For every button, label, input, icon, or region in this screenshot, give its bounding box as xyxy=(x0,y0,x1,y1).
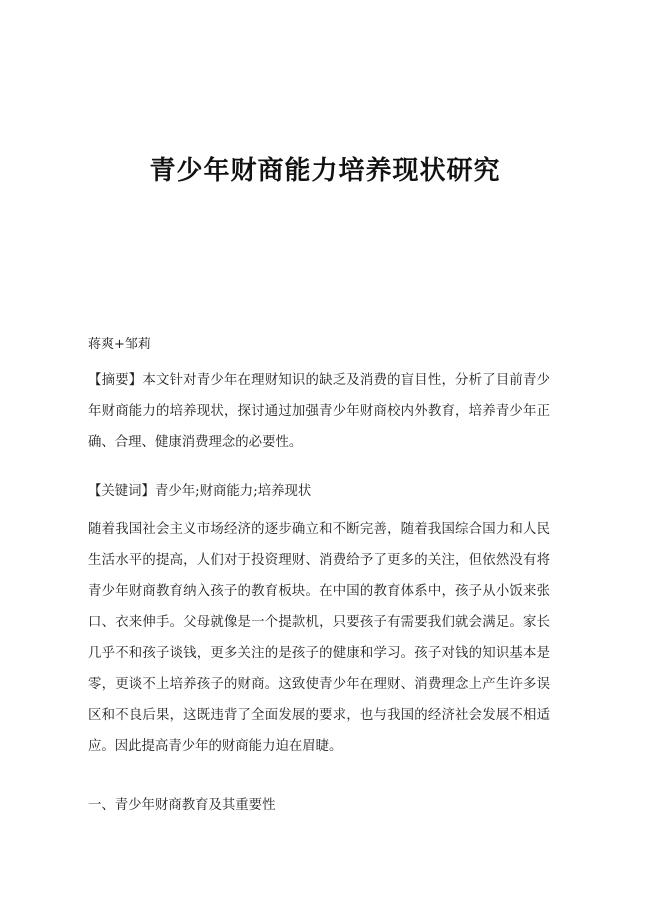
authors: 蒋爽+邹莉 xyxy=(88,337,151,352)
section-heading: 一、青少年财商教育及其重要性 xyxy=(88,798,276,813)
keywords-label: 【关键词】 xyxy=(88,484,155,499)
keywords xyxy=(88,476,550,507)
keywords-text: 青少年;财商能力;培养现状 xyxy=(154,484,312,499)
abstract-text: 本文针对青少年在理财知识的缺乏及消费的盲目性，分析了目前青少年财商能力的培养现状，探讨通过加强青少年财商校内外教育，培养青少年正确、合理、健康消费理念的必要性。 xyxy=(88,373,551,450)
body-paragraph: 随着我国社会主义市场经济的逐步确立和不断完善，随着我国综合国力和人民生活水平的提高，人们对于投资理财、消费给予了更多的关注，但依然没有将青少年财商教育纳入孩子的教育板块。在中国的教育体系中，孩子从小饭来张口、衣来伸手。父母就像是一个提款机，只要孩子有需要我们就会满足。家长几乎不和孩子谈钱，更多关注的是孩子的健康和学习。孩子对钱的知识基本是零，更谈不上培养孩子的财商。这致使青少年在理财、消费理念上产生许多误区和不良后果，这既违背了全面发展的要求，也与我国的经济社会发展不相适应。因此提高青少年的财商能力迫在眉睫。 xyxy=(88,522,550,754)
abstract-label: 【摘要】 xyxy=(88,373,143,388)
page-title: 青少年财商能力培养现状研究 xyxy=(149,156,501,186)
abstract xyxy=(88,365,550,458)
